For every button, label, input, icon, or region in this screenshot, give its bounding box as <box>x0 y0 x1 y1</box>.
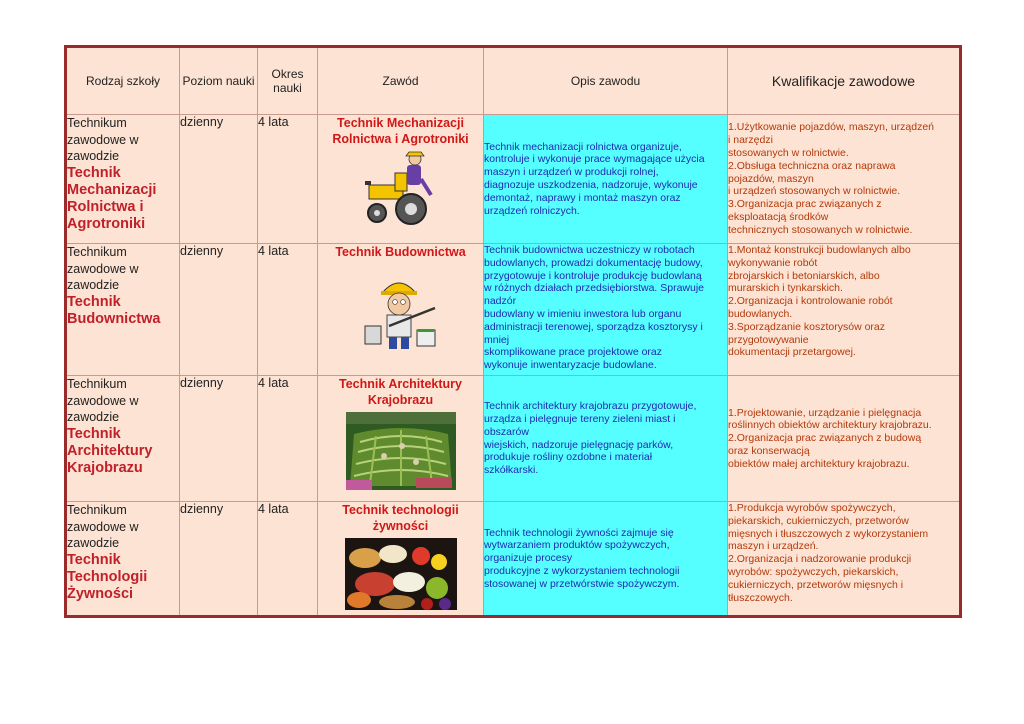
school-name-line: Żywności <box>67 585 134 602</box>
construction-worker-illustration <box>359 274 443 352</box>
school-prefix-line: zawodowe w <box>67 261 139 276</box>
qualification-line: wykonywanie robót <box>728 256 818 269</box>
description-line: urządza i pielęgnuje tereny zieleni miast i <box>484 412 676 425</box>
description-line: skomplikowane prace projektowe oraz <box>484 346 663 359</box>
table-row <box>66 244 961 376</box>
qualification-line: 3.Organizacja prac związanych z <box>728 198 882 211</box>
duration-cell: 4 lata <box>258 376 318 502</box>
description-line: nadzór <box>484 295 517 308</box>
profession-title: Rolnictwa i Agrotroniki <box>332 132 469 146</box>
description-line: Technik technologii żywności zajmuje się <box>484 526 674 539</box>
description-line: wykonuje inwentaryzacje budowlane. <box>484 359 657 372</box>
header-school-type: Rodzaj szkoły <box>66 47 180 115</box>
school-prefix-line: zawodzie <box>67 149 120 163</box>
header-qualifications: Kwalifikacje zawodowe <box>728 47 961 115</box>
description-line: przygotowuje i kontroluje produkcję budowlaną <box>484 269 702 282</box>
qualification-line: przygotowywanie <box>728 333 809 346</box>
description-line: obszarów <box>484 425 529 438</box>
header-row <box>66 47 961 115</box>
qualification-line: 1.Użytkowanie pojazdów, maszyn, urządzeń <box>728 121 935 134</box>
qualifications-cell <box>728 244 961 376</box>
description-line: Technik budownictwa uczestniczy w robotach <box>484 244 695 256</box>
school-name-line: Budownictwa <box>67 310 161 327</box>
description-line: wiejskich, nadzoruje pielęgnację parków, <box>484 438 674 451</box>
duration-cell: 4 lata <box>258 115 318 244</box>
qualification-line: eksploatacją środków <box>728 210 829 223</box>
description-line: kontroluje i wykonuje prace wymagające użycia <box>484 153 705 166</box>
description-line: budowlanych, prowadzi dokumentację budowy, <box>484 256 703 269</box>
qualification-line: 2.Organizacja i nadzorowanie produkcji <box>728 553 912 566</box>
description-line: Technik architektury krajobrazu przygotowuje, <box>484 400 697 413</box>
school-prefix-line: zawodzie <box>67 410 120 424</box>
qualification-line: i urządzeń stosowanych w rolnictwie. <box>728 185 901 198</box>
school-type-cell <box>66 376 180 502</box>
qualification-line: stosowanych w rolnictwie. <box>728 147 849 159</box>
header-description: Opis zawodu <box>484 47 728 115</box>
school-prefix-line: zawodowe w <box>67 519 139 534</box>
description-line: urządzeń rolniczych. <box>484 204 580 217</box>
school-name-line: Technik <box>67 164 121 181</box>
description-line: budowlany w imieniu inwestora lub organu <box>484 307 682 320</box>
school-type-cell <box>66 115 180 244</box>
tractor-farmer-illustration <box>361 151 441 227</box>
qualification-line: 1.Produkcja wyrobów spożywczych, <box>728 502 896 514</box>
description-line: Technik mechanizacji rolnictwa organizuje, <box>484 140 682 153</box>
school-prefix-line: Technikum <box>67 377 127 391</box>
qualification-line: 2.Organizacja prac związanych z budową <box>728 432 922 445</box>
description-cell <box>484 376 728 502</box>
level-cell: dzienny <box>180 115 258 244</box>
qualification-line: wyrobów: spożywczych, piekarskich, <box>728 565 899 578</box>
description-line: mniej <box>484 333 510 346</box>
qualification-line: budowlanych. <box>728 307 793 320</box>
school-prefix-line: Technikum <box>67 503 127 517</box>
qualification-line: maszyn i urządzeń. <box>728 540 819 553</box>
school-name-line: Agrotroniki <box>67 215 146 232</box>
table-row <box>66 376 961 502</box>
qualifications-cell <box>728 502 961 617</box>
description-line: szkółkarski. <box>484 464 539 477</box>
description-line: produkcyjne z wykorzystaniem technologii <box>484 564 680 577</box>
header-duration: Okres nauki <box>258 47 318 115</box>
school-name-line: Rolnictwa i <box>67 198 144 215</box>
qualification-line: cukierniczych, przetworów mięsnych i <box>728 578 904 591</box>
description-line: wytwarzaniem produktów spożywczych, <box>484 539 670 552</box>
table-row <box>66 115 961 244</box>
qualification-line: mięsnych i tłuszczowych z wykorzystaniem <box>728 527 929 540</box>
qualification-line: i narzędzi <box>728 134 773 147</box>
profession-title: Technik Budownictwa <box>335 245 466 259</box>
school-name-line: Technik <box>67 425 121 442</box>
profession-title: Technik technologii <box>342 503 459 517</box>
school-name-line: Krajobrazu <box>67 459 143 476</box>
description-cell <box>484 502 728 617</box>
description-line: administracji terenowej, sporządza kosztorysy i <box>484 320 703 333</box>
qualification-line: tłuszczowych. <box>728 591 793 604</box>
profession-cell <box>318 376 484 502</box>
garden-photo <box>346 412 456 490</box>
qualification-line: oraz konserwacją <box>728 444 810 457</box>
description-cell <box>484 244 728 376</box>
qualification-line: obiektów małej architektury krajobrazu. <box>728 457 910 470</box>
school-prefix-line: zawodowe w <box>67 393 139 408</box>
food-products-photo <box>345 538 457 610</box>
qualification-line: 1.Montaż konstrukcji budowlanych albo <box>728 244 911 256</box>
profession-title: żywności <box>372 519 429 533</box>
qualification-line: piekarskich, cukierniczych, przetworów <box>728 514 909 527</box>
duration-cell: 4 lata <box>258 502 318 617</box>
qualification-line: 2.Obsługa techniczna oraz naprawa <box>728 159 896 172</box>
school-prefix-line: Technikum <box>67 245 127 259</box>
description-line: organizuje procesy <box>484 552 573 565</box>
header-level: Poziom nauki <box>180 47 258 115</box>
profession-title: Technik Architektury <box>339 377 462 391</box>
school-prefix-line: Technikum <box>67 116 127 130</box>
profession-title: Krajobrazu <box>367 393 434 407</box>
table-row <box>66 502 961 617</box>
header-profession: Zawód <box>318 47 484 115</box>
level-cell: dzienny <box>180 502 258 617</box>
qualification-line: 2.Organizacja i kontrolowanie robót <box>728 295 893 308</box>
description-cell <box>484 115 728 244</box>
qualification-line: 3.Sporządzanie kosztorysów oraz <box>728 320 885 333</box>
school-prefix-line: zawodzie <box>67 278 120 292</box>
school-name-line: Technik <box>67 293 121 310</box>
description-line: maszyn i urządzeń w produkcji rolnej, <box>484 166 659 179</box>
qualification-line: 1.Projektowanie, urządzanie i pielęgnacja <box>728 406 922 419</box>
qualification-line: zbrojarskich i betoniarskich, albo <box>728 269 880 282</box>
qualification-line: murarskich i tynkarskich. <box>728 282 843 295</box>
level-cell: dzienny <box>180 244 258 376</box>
description-line: diagnozuje uszkodzenia, nadzoruje, wykonuje <box>484 179 698 191</box>
profession-title: Technik Mechanizacji <box>337 116 464 130</box>
school-name-line: Architektury <box>67 442 153 459</box>
qualification-line: pojazdów, maszyn <box>728 172 814 185</box>
school-name-line: Mechanizacji <box>67 181 157 198</box>
school-name-line: Technologii <box>67 568 148 585</box>
schools-table <box>64 45 962 618</box>
school-prefix-line: zawodowe w <box>67 132 139 147</box>
qualification-line: roślinnych obiektów architektury krajobrazu. <box>728 419 932 432</box>
duration-cell: 4 lata <box>258 244 318 376</box>
description-line: stosowanej w przetwórstwie spożywczym. <box>484 577 680 590</box>
school-name-line: Technik <box>67 551 121 568</box>
profession-cell <box>318 115 484 244</box>
school-type-cell <box>66 502 180 617</box>
description-line: w różnych działach przedsiębiorstwa. Sprawuje <box>484 282 705 295</box>
qualifications-cell <box>728 376 961 502</box>
qualifications-cell <box>728 115 961 244</box>
school-type-cell <box>66 244 180 376</box>
description-line: demontaż, naprawy i montaż maszyn oraz <box>484 191 681 204</box>
profession-cell <box>318 502 484 617</box>
school-prefix-line: zawodzie <box>67 536 120 550</box>
qualification-line: dokumentacji przetargowej. <box>728 346 856 359</box>
level-cell: dzienny <box>180 376 258 502</box>
description-line: produkuje rośliny ozdobne i materiał <box>484 451 653 464</box>
qualification-line: technicznych stosowanych w rolnictwie. <box>728 223 913 236</box>
profession-cell <box>318 244 484 376</box>
